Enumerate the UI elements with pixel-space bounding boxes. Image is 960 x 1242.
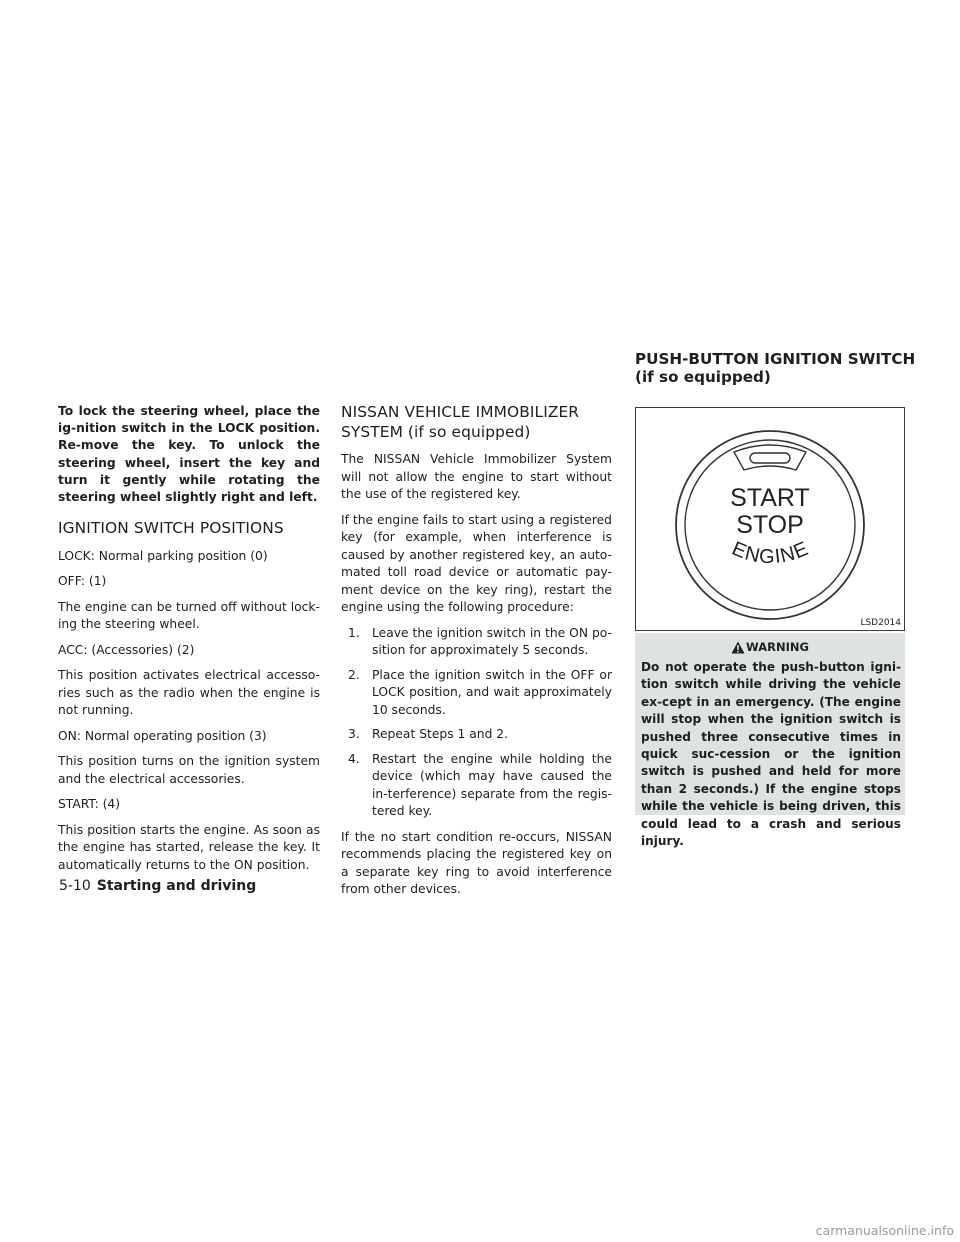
paragraph: This position starts the engine. As soon as the engine has started, release the key. It automatically returns to the ON position.: [58, 822, 320, 872]
immobilizer-heading: [341, 403, 612, 442]
immobilizer-intro: The NISSAN Vehicle Immobilizer System will not allow the engine to start without the use of the registered key.: [341, 452, 612, 501]
steering-lock-instruction: To lock the steering wheel, place the ig-nition switch in the LOCK position. Re-move the key. To unlock the steering wheel, insert the key and turn it gently while rotating the steering wheel slightly right and left.: [58, 404, 320, 505]
step-text: Leave the ignition switch in the ON po-sition for approximately 5 seconds.: [372, 625, 612, 657]
ignition-positions-heading: IGNITION SWITCH POSITIONS: [58, 519, 284, 538]
list-item: [341, 751, 612, 821]
column-1: [58, 403, 320, 882]
section-name: Starting and driving: [96, 878, 257, 894]
watermark[interactable]: carmanualsonline.info: [815, 1223, 954, 1238]
warning-box: [635, 633, 905, 849]
paragraph: START: (4): [58, 797, 121, 812]
push-button-figure: [635, 407, 905, 631]
engine-label: ENGINE: [728, 537, 813, 569]
start-stop-button-illustration: [636, 408, 904, 630]
warning-title-text: WARNING: [746, 640, 809, 654]
step-number: 4.: [348, 751, 360, 766]
paragraph: This position activates electrical accesso-ries such as the radio when the engine is not running.: [58, 668, 320, 718]
page-footer: [59, 878, 256, 894]
warning-title: [635, 640, 905, 654]
list-item: [341, 625, 612, 660]
step-text: Place the ignition switch in the OFF or LOCK position, and wait approximately 10 seconds.: [372, 667, 612, 717]
warning-text: Do not operate the push-button igni-tion switch while driving the vehicle ex-cept in an emergency. (The engine will stop when the ignition switch is pushed three consecutive times in quick suc-cession or the ignition switch is pushed and held for more than 2 seconds.) If the engine stops while the vehicle is being driven, this could lead to a crash and serious injury.: [641, 660, 901, 849]
column-2: [341, 403, 612, 907]
list-item: [341, 667, 612, 720]
immobilizer-heading-main: NISSAN VEHICLE IMMOBILIZER: [341, 403, 580, 421]
warning-triangle-icon: [731, 641, 745, 654]
paragraph: The engine can be turned off without lock-ing the steering wheel.: [58, 599, 320, 632]
push-button-section-heading: PUSH-BUTTON IGNITION SWITCH (if so equipped): [635, 350, 916, 386]
paragraph: This position turns on the ignition system and the electrical accessories.: [58, 754, 320, 786]
step-number: 2.: [348, 667, 360, 682]
step-number: 1.: [348, 625, 360, 640]
stop-label: STOP: [736, 511, 804, 539]
list-item: [341, 726, 612, 744]
paragraph: LOCK: Normal parking position (0): [58, 548, 268, 563]
immobilizer-heading-tail: SYSTEM (if so equipped): [341, 422, 531, 441]
page-number: 5-10: [59, 878, 91, 894]
paragraph: OFF: (1): [58, 574, 107, 589]
procedure-steps: [341, 625, 612, 821]
start-label: START: [730, 484, 810, 512]
paragraph: ON: Normal operating position (3): [58, 728, 267, 743]
immobilizer-closing: If the no start condition re-occurs, NISSAN recommends placing the registered key on a separate key ring to avoid interference from other devices.: [341, 829, 612, 896]
figure-code: LSD2014: [860, 618, 901, 628]
step-text: Restart the engine while holding the device (which may have caused the in-terference) separate from the regis-tered key.: [372, 751, 612, 818]
immobilizer-procedure-intro: If the engine fails to start using a registered key (for example, when interference is caused by another registered key, an auto-mated toll road device or automatic pay-ment device on the key ring), restart the engine using the following procedure:: [341, 512, 612, 614]
step-text: Repeat Steps 1 and 2.: [372, 727, 509, 741]
step-number: 3.: [348, 727, 360, 741]
paragraph: ACC: (Accessories) (2): [58, 642, 195, 657]
